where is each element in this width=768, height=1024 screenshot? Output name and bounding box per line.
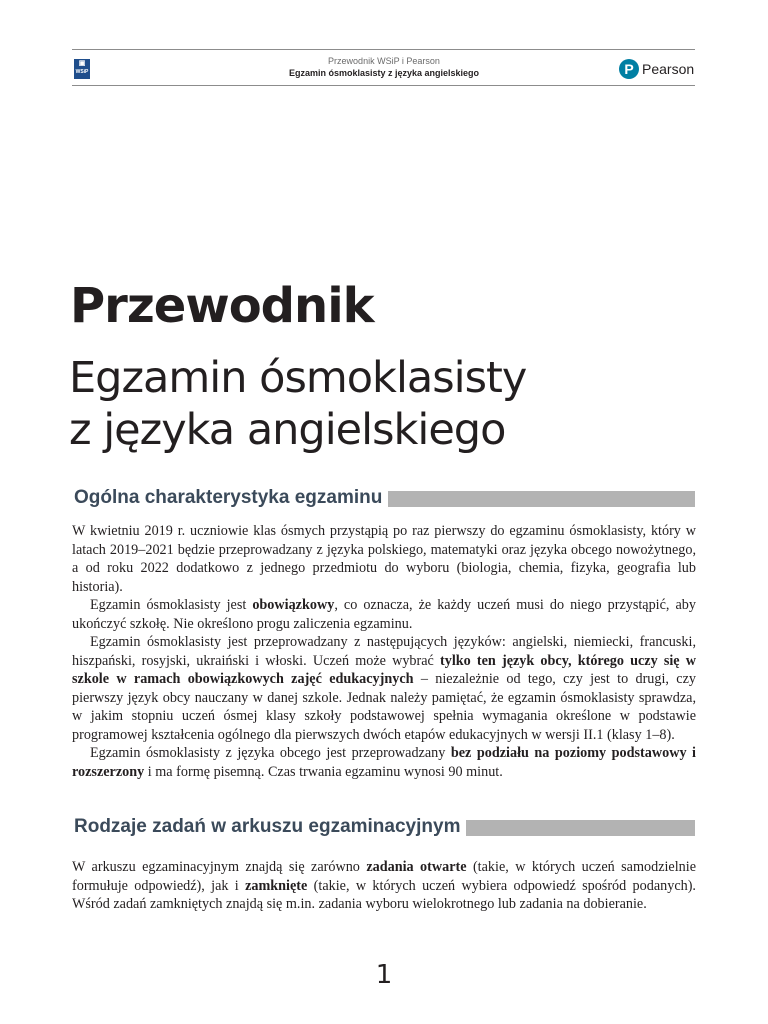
document-subtitle bbox=[69, 352, 526, 456]
pearson-logo-icon: P bbox=[619, 59, 639, 79]
paragraph bbox=[72, 744, 696, 781]
header-publisher-line: Przewodnik WSiP i Pearson bbox=[328, 56, 440, 66]
section-heading-text: Ogólna charakterystyka egzaminu bbox=[74, 487, 383, 508]
paragraph-text: (takie, w których uczeń wybiera odpowiedź spośród podanych). Wśród zadań zamkniętych znajdą się m.in. zadania wyboru wielokrotnego lub zadania na dobieranie. bbox=[72, 877, 696, 912]
page-number: 1 bbox=[375, 960, 393, 990]
paragraph-text: Egzamin ósmoklasisty z języka obcego jest przeprowadzany bbox=[90, 745, 451, 761]
paragraph-text: Egzamin ósmoklasisty jest bbox=[90, 597, 253, 613]
wsip-logo-icon: ▣ WSiP bbox=[74, 59, 90, 79]
section-heading-general bbox=[74, 487, 695, 509]
document-title: Przewodnik bbox=[70, 278, 374, 334]
paragraph-text: W arkuszu egzaminacyjnym znajdą się zarówno bbox=[72, 859, 367, 875]
paragraph-text: i ma formę pisemną. Czas trwania egzaminu wynosi 90 minut. bbox=[144, 763, 503, 780]
bold-text: zamknięte bbox=[245, 877, 308, 894]
wsip-logo-text: WSiP bbox=[75, 69, 89, 75]
paragraph bbox=[72, 858, 696, 914]
paragraph-text: , co oznacza, że każdy uczeń musi do niego przystąpić, aby ukończyć szkołę. Nie określono progu zaliczenia egzaminu. bbox=[72, 597, 696, 632]
paragraph-text: – niezależnie od tego, czy jest to drugi, czy pierwszy język obcy nauczany w danej szkole. Jednak należy pamiętać, że egzamin ósmoklasisty sprawdza, w jakim stopniu uczeń ósmej klasy szkoły podstawowej spełnia wymagania określone w podstawie programowej kształcenia ogólnego dla pierwszych dwóch etapów edukacyjnych w wersji II.1 (klasy 1–8). bbox=[72, 671, 696, 743]
header-top-rule bbox=[72, 49, 695, 50]
header-title-line: Egzamin ósmoklasisty z języka angielskiego bbox=[288, 68, 480, 78]
heading-bar bbox=[466, 820, 695, 836]
section-body-general bbox=[72, 522, 696, 781]
subtitle-line-2: z języka angielskiego bbox=[69, 405, 506, 455]
section-heading-text: Rodzaje zadań w arkuszu egzaminacyjnym bbox=[74, 816, 461, 837]
paragraph-text: (takie, w których uczeń samodzielnie formułuje odpowiedź), jak i bbox=[72, 859, 696, 894]
paragraph bbox=[72, 596, 696, 633]
subtitle-line-1: Egzamin ósmoklasisty bbox=[69, 353, 527, 403]
paragraph-text: W kwietniu 2019 r. uczniowie klas ósmych przystąpią po raz pierwszy do egzaminu ósmoklasisty, który w latach 2019–2021 będzie przeprowadzany z języka polskiego, matematyki oraz języka obcego nowożytnego, a od roku 2022 dodatkowo z jednego przedmiotu do wyboru (biologia, chemia, fizyka, geografia lub historia). bbox=[72, 523, 696, 595]
bold-text: bez podziału na poziomy podstawowy i rozszerzony bbox=[72, 745, 696, 780]
paragraph-text: Egzamin ósmoklasisty jest przeprowadzany z następujących języków: angielski, niemiecki, francuski, hiszpański, rosyjski, ukraiński i włoski. Uczeń może wybrać bbox=[72, 634, 696, 669]
header-bottom-rule bbox=[72, 85, 695, 86]
section-heading-task-types bbox=[74, 816, 695, 838]
bold-text: zadania otwarte bbox=[366, 859, 467, 875]
bold-text: obowiązkowy bbox=[252, 597, 335, 613]
pearson-logo bbox=[619, 58, 694, 80]
paragraph bbox=[72, 522, 696, 596]
bold-text: tylko ten język obcy, którego uczy się w szkole w ramach obowiązkowych zajęć edukacyjnych bbox=[72, 652, 696, 687]
paragraph bbox=[72, 633, 696, 744]
section-body-task-types bbox=[72, 858, 696, 914]
heading-bar bbox=[388, 491, 695, 507]
pearson-logo-text: Pearson bbox=[642, 61, 695, 77]
